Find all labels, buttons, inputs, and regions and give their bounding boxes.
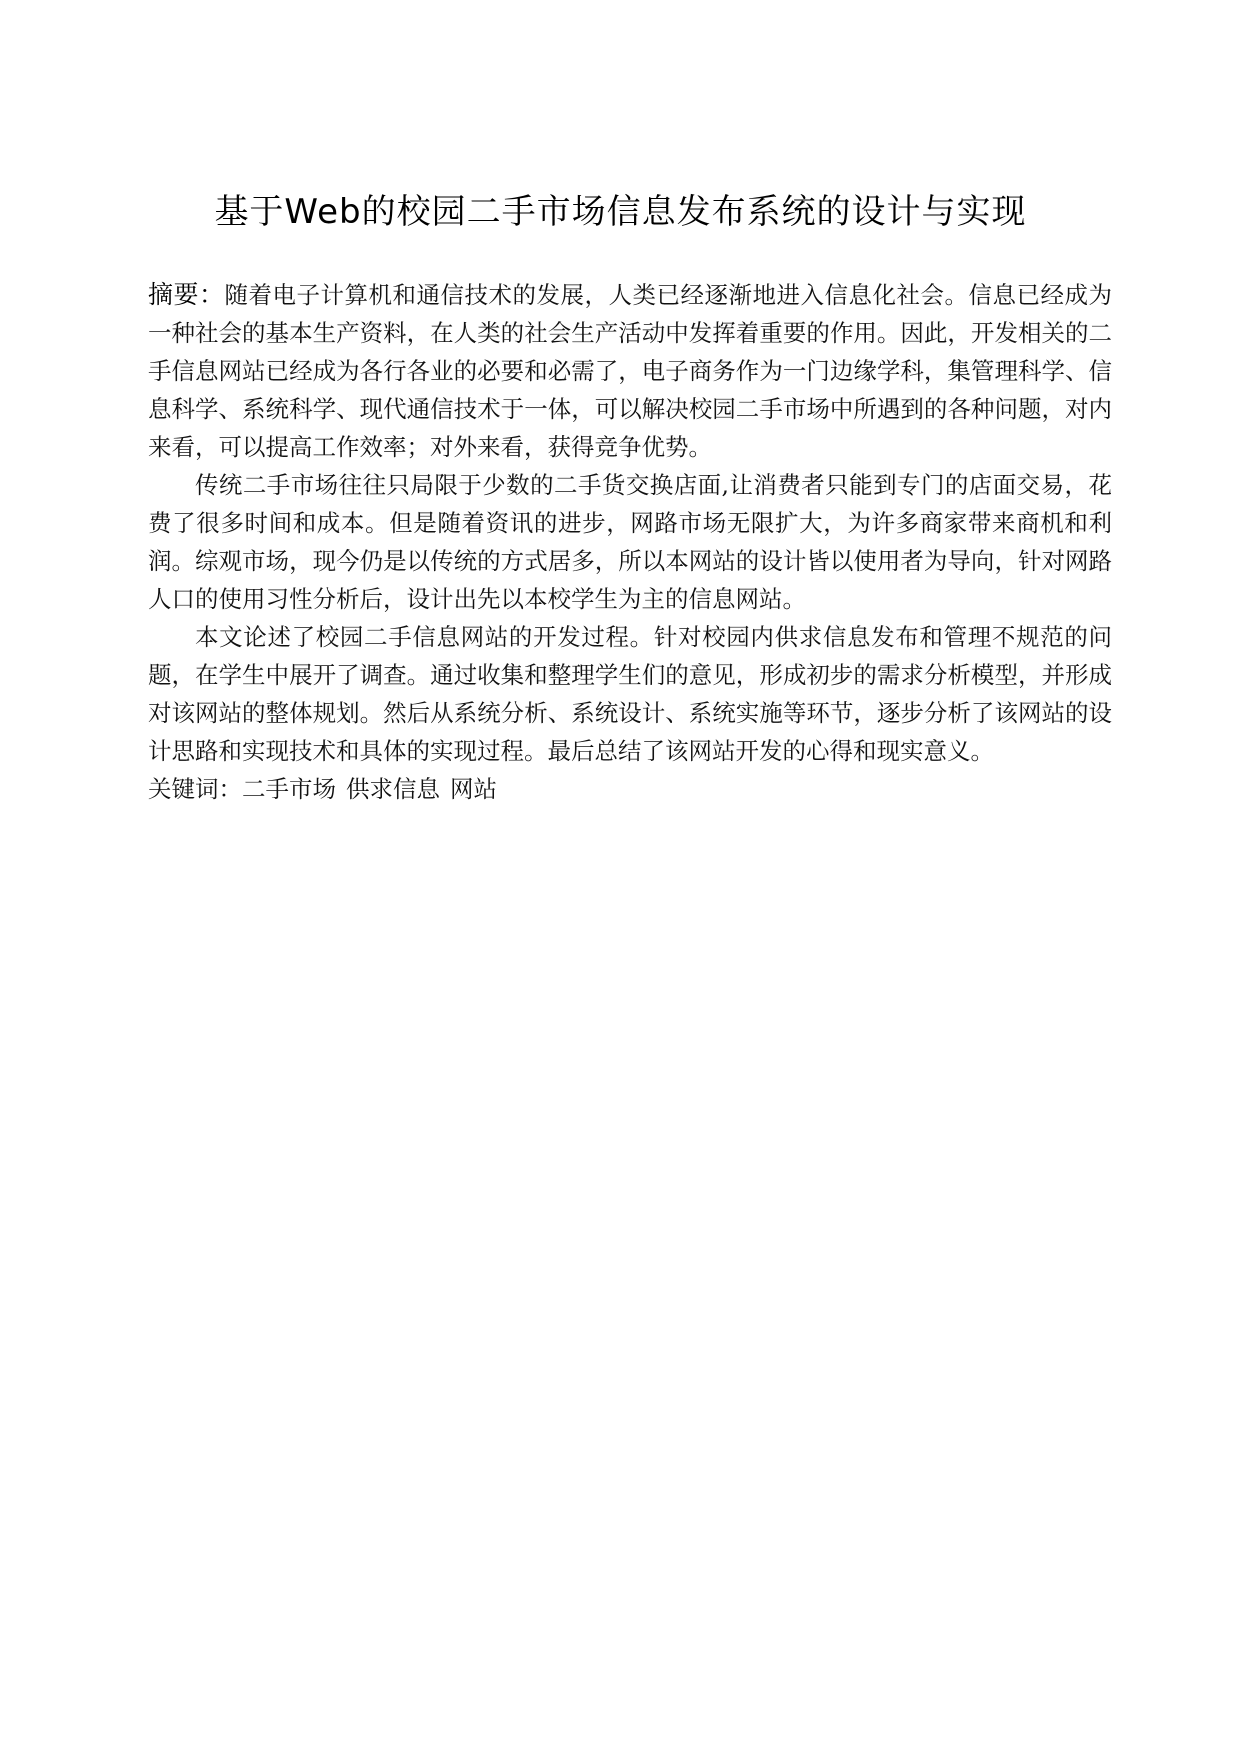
keyword-item: 网站 bbox=[450, 775, 497, 803]
abstract-paragraph-3: 本文论述了校园二手信息网站的开发过程。针对校园内供求信息发布和管理不规范的问题，在学生中展开了调查。通过收集和整理学生们的意见，形成初步的需求分析模型，并形成对该网站的整体规划。然后从系统分析、系统设计、系统实施等环节，逐步分析了该网站的设计思路和实现技术和具体的实现过程。最后总结了该网站开发的心得和现实意义。 bbox=[148, 623, 1112, 765]
keywords-line bbox=[148, 770, 1112, 808]
abstract-section bbox=[148, 276, 1112, 808]
abstract-paragraph-2: 传统二手市场往往只局限于少数的二手货交换店面,让消费者只能到专门的店面交易，花费了很多时间和成本。但是随着资讯的进步，网路市场无限扩大，为许多商家带来商机和利润。综观市场，现今仍是以传统的方式居多，所以本网站的设计皆以使用者为导向，针对网路人口的使用习性分析后，设计出先以本校学生为主的信息网站。 bbox=[148, 471, 1112, 613]
abstract-paragraph-1-text: 随着电子计算机和通信技术的发展，人类已经逐渐地进入信息化社会。信息已经成为一种社会的基本生产资料，在人类的社会生产活动中发挥着重要的作用。因此，开发相关的二手信息网站已经成为各行各业的必要和必需了，电子商务作为一门边缘学科，集管理科学、信息科学、系统科学、现代通信技术于一体，可以解决校园二手市场中所遇到的各种问题，对内来看，可以提高工作效率；对外来看，获得竞争优势。 bbox=[148, 281, 1112, 461]
document-title: 基于Web的校园二手市场信息发布系统的设计与实现 bbox=[214, 192, 1027, 232]
keyword-item: 供求信息 bbox=[346, 775, 440, 803]
abstract-paragraph-1 bbox=[148, 276, 1112, 466]
abstract-label: 摘要： bbox=[148, 280, 225, 309]
keyword-item: 二手市场 bbox=[242, 775, 336, 803]
keywords-label: 关键词： bbox=[148, 775, 242, 803]
